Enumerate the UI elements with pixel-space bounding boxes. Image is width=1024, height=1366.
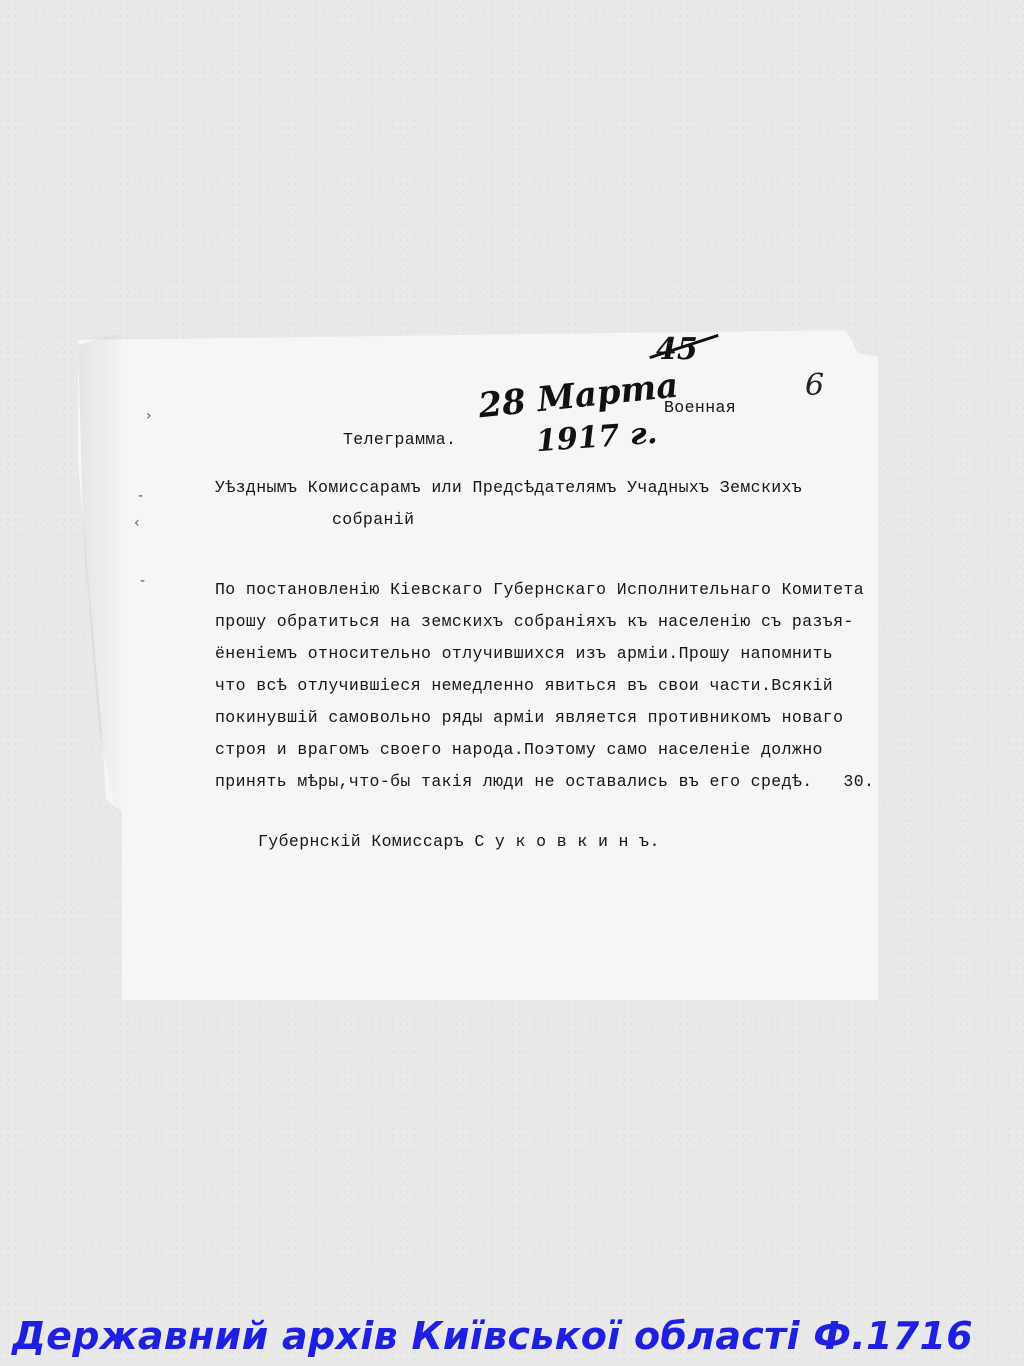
margin-mark: ‹ — [134, 515, 140, 531]
body-line: строя и врагомъ своего народа.Поэтому само населеніе должно — [215, 740, 823, 759]
document-sheet — [78, 330, 878, 1000]
margin-mark: - — [140, 573, 146, 589]
telegram-type: Военная — [664, 398, 737, 417]
folio-number: 6 — [805, 368, 825, 403]
signature-line: Губернскій Комиссаръ С у к о в к и н ъ. — [258, 832, 660, 851]
handwritten-year: 1917 г. — [534, 415, 659, 460]
body-line: прошу обратиться на земскихъ собраніяхъ къ населенію съ разъя- — [215, 612, 854, 631]
margin-mark: - — [138, 488, 144, 504]
body-line: что всѣ отлучившіеся немедленно явиться въ свои части.Всякій — [215, 676, 834, 695]
torn-edge-shadow — [78, 330, 130, 830]
margin-mark: › — [146, 408, 152, 424]
archive-caption: Державний архів Київської області Ф.1716 — [12, 1314, 973, 1358]
handwritten-date: 28 Марта — [476, 365, 681, 427]
body-line: ёненіемъ относительно отлучившихся изъ арміи.Прошу напомнить — [215, 644, 834, 663]
addressee-line: Уѣзднымъ Комиссарамъ или Предсѣдателямъ Учадныхъ Земскихъ — [215, 478, 803, 497]
body-line: По постановленію Кіевскаго Губернскаго Исполнительнаго Комитета — [215, 580, 865, 599]
struck-folio-number: 45 — [656, 332, 698, 367]
addressee-line: собраній — [332, 510, 415, 529]
body-line: покинувшій самовольно ряды арміи является противникомъ новаго — [215, 708, 844, 727]
body-line: принять мѣры,что-бы такія люди не оставались въ его средѣ. 30. — [215, 772, 875, 791]
document-title: Телеграмма. — [343, 430, 457, 449]
